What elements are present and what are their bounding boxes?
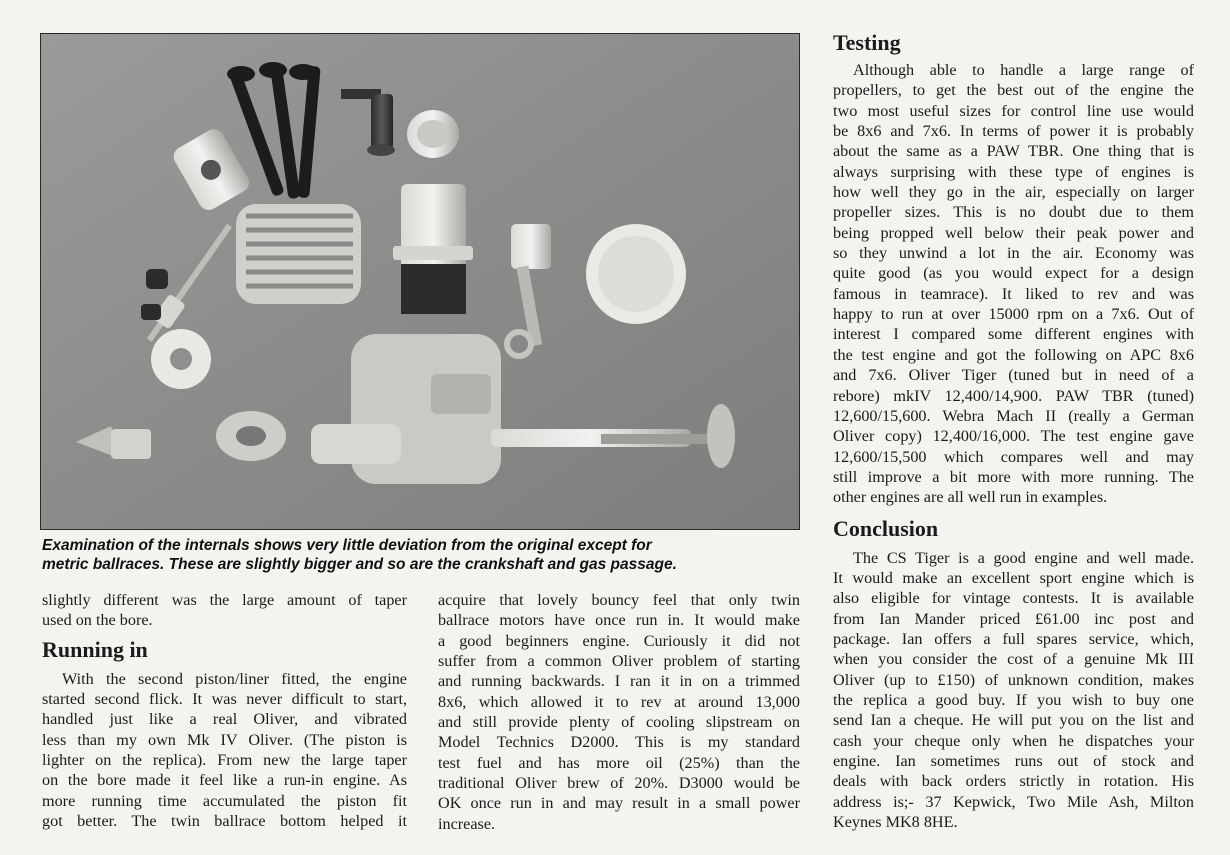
body-line: always surprising with these type of engines is [833,162,1194,181]
body-line: The CS Tiger is a good engine and well made. [853,548,1194,567]
body-line: ballrace motors have once run in. It would make [438,611,800,630]
column-right [833,30,1194,832]
body-line: being propped well below their peak power and [833,223,1194,242]
body-line: famous in teamrace). It liked to rev and was [833,284,1194,303]
body-line: acquire that lovely bouncy feel that only twin [438,591,800,609]
body-line: increase. [438,814,496,833]
section-heading-running-in: Running in [42,636,148,662]
body-line: still improve a bit more with more running. The [833,467,1194,486]
body-line: traditional Oliver brew of 20%. D3000 would be [438,774,800,793]
body-line: the replica a good buy. If you wish to buy one [833,690,1194,709]
photo-caption [42,536,802,574]
body-line: With the second piston/liner fitted, the engine [62,669,407,688]
body-line: and 7x6. Oliver Tiger (tuned but in need of a [833,366,1194,385]
body-line: propellers, to get the best out of the engine the [833,81,1194,100]
body-line: send Ian a cheque. He will put you on the list and [833,711,1194,730]
body-line: used on the bore. [42,611,153,630]
body-line: Although able to handle a large range of [853,61,1194,79]
body-line: less than my own Mk IV Oliver. (The piston is [42,730,407,749]
body-line: two most useful sizes for control line use would [833,101,1194,120]
body-line: 8x6, which allowed it to rev at around 13,000 [438,692,800,711]
column-middle [438,590,800,834]
body-line: Oliver copy) 12,400/16,000. The test engine gave [833,427,1194,446]
body-line: also eligible for vintage contests. It is available [833,589,1194,608]
body-line: address is;- 37 Kepwick, Two Mile Ash, Milton [833,792,1194,811]
body-line: propeller sizes. This is no doubt due to them [833,203,1194,222]
body-line: Oliver (up to £150) of unknown condition, makes [833,670,1194,689]
body-line: OK once run in and may result in a small power [438,794,800,813]
body-line: the test engine and got the following on APC 8x6 [833,345,1194,364]
body-line: on the bore made it feel like a run-in engine. As [42,771,407,790]
body-line: 12,600/15,600. Webra Mach II (really a German [833,406,1194,425]
body-line: 12,600/15,500 which compares well and may [833,447,1194,466]
body-line: Model Technics D2000. This is my standard [438,733,800,752]
body-line: package. Ian offers a full spares service, which, [833,629,1194,648]
body-line: deals with back orders strictly in rotation. His [833,772,1194,791]
body-line: handled just like a real Oliver, and vibrated [42,710,407,729]
body-line: and running backwards. I ran it in on a trimmed [438,672,800,691]
body-line: about the same as a PAW TBR. One thing that is [833,142,1194,161]
caption-line: metric ballraces. These are slightly bigger and so are the crankshaft and gas passage. [42,556,677,573]
body-line: how well they go in the air, especially on larger [833,183,1194,202]
body-line: so they unwind a lot in the air. Economy was [833,244,1194,263]
body-line: happy to run at over 15000 rpm on a 7x6. Out of [833,305,1194,324]
body-line: more running time accumulated the piston fit [42,791,407,810]
body-line: got better. The twin ballrace bottom helped it [42,812,407,831]
engine-parts-photo [40,33,800,530]
body-line: lighter on the replica). From new the large taper [42,751,407,770]
body-line: test fuel and has more oil (25%) than the [438,753,800,772]
body-line: suffer from a common Oliver problem of starting [438,652,800,671]
body-line: quite good (as you would expect for a design [833,264,1194,283]
body-line: started second flick. It was never difficult to start, [42,690,407,709]
body-line: cash your cheque only when he dispatches your [833,731,1194,750]
body-line: and still provide plenty of cooling slipstream on [438,713,800,732]
body-line: rebore) mkIV 12,400/14,900. PAW TBR (tuned) [833,386,1194,405]
body-line: engine. Ian sometimes runs out of stock and [833,752,1194,770]
body-line: slightly different was the large amount of taper [42,591,407,609]
body-line: interest I compared some different engines with [833,325,1194,344]
section-heading-conclusion: Conclusion [833,515,939,541]
body-line: from Ian Mander priced £61.00 inc post and [833,609,1194,628]
engine-parts-photo-icon [41,34,799,529]
section-heading-testing: Testing [833,30,901,55]
body-line: a good beginners engine. Curiously it did not [438,631,800,650]
body-line: other engines are all well run in examples. [833,488,1108,507]
body-line: Keynes MK8 8HE. [833,813,958,832]
body-line: It would make an excellent sport engine which is [833,568,1194,587]
body-line: when you consider the cost of a genuine Mk III [833,650,1194,669]
caption-line: Examination of the internals shows very little deviation from the original except for [42,537,652,554]
column-left [42,590,407,831]
body-line: be 8x6 and 7x6. In terms of power it is probably [833,122,1194,141]
